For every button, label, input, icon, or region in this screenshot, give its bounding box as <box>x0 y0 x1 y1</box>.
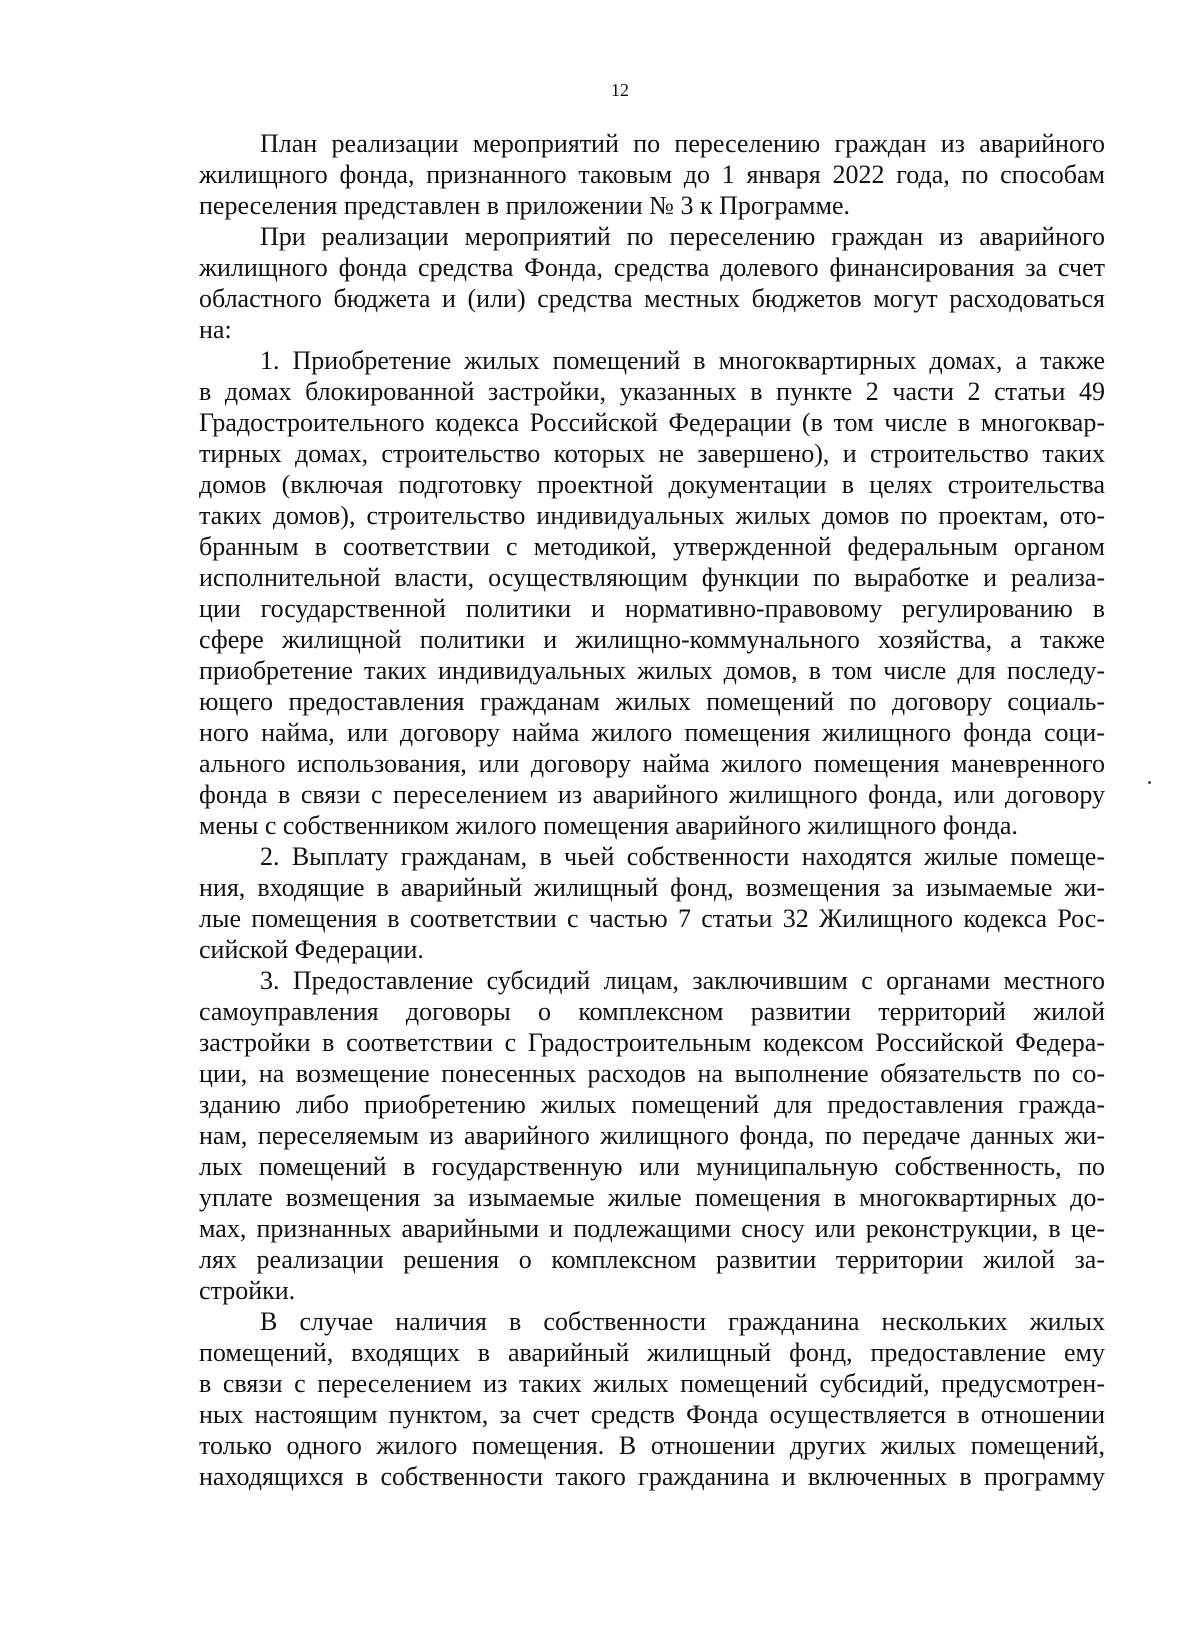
text-line: только одного жилого помещения. В отношении других жилых помещений, <box>199 1431 1105 1460</box>
text-line: в домах блокированной застройки, указанных в пункте 2 части 2 статьи 49 <box>199 377 1105 406</box>
text-line: домов (включая подготовку проектной документации в целях строительства <box>199 470 1105 499</box>
text-line: сийской Федерации. <box>199 935 424 964</box>
text-line: лых помещений в государственную или муниципальную собственность, по <box>199 1152 1105 1181</box>
paragraph-multiple-dwellings <box>199 1306 1105 1492</box>
text-line: ных настоящим пунктом, за счет средств Фонда осуществляется в отношении <box>199 1400 1105 1429</box>
text-line: уплате возмещения за изымаемые жилые помещения в многоквартирных до- <box>199 1183 1105 1212</box>
text-line: стройки. <box>199 1276 296 1305</box>
text-line: ции государственной политики и нормативно-правовому регулированию в <box>199 594 1105 623</box>
paragraph-funding-uses <box>199 221 1105 345</box>
text-line: ции, на возмещение понесенных расходов на выполнение обязательств по со- <box>199 1059 1105 1088</box>
text-line: ющего предоставления гражданам жилых помещений по договору социаль- <box>199 687 1105 716</box>
text-line: жилищного фонда, признанного таковым до 1 января 2022 года, по способам <box>199 160 1105 189</box>
text-line: таких домов), строительство индивидуальных жилых домов по проектам, ото- <box>199 501 1105 530</box>
text-line: ального использования, или договору найма жилого помещения маневренного <box>199 749 1105 778</box>
text-line: находящихся в собственности такого гражданина и включенных в программу <box>199 1462 1105 1491</box>
text-line: лые помещения в соответствии с частью 7 статьи 32 Жилищного кодекса Рос- <box>199 904 1105 933</box>
text-line: фонда в связи с переселением из аварийного жилищного фонда, или договору <box>199 780 1105 809</box>
text-line: Градостроительного кодекса Российской Федерации (в том числе в многоквар- <box>199 408 1105 437</box>
text-line: помещений, входящих в аварийный жилищный фонд, предоставление ему <box>199 1338 1105 1367</box>
paragraph-item-3-subsidies <box>199 965 1105 1306</box>
text-line: 3. Предоставление субсидий лицам, заключившим с органами местного <box>260 966 1105 995</box>
text-line: ния, входящие в аварийный жилищный фонд, возмещения за изымаемые жи- <box>199 873 1105 902</box>
text-line: ного найма, или договору найма жилого помещения жилищного фонда соци- <box>199 718 1105 747</box>
text-line: План реализации мероприятий по переселению граждан из аварийного <box>260 129 1105 158</box>
page-number: 12 <box>611 80 629 100</box>
text-line: В случае наличия в собственности гражданина нескольких жилых <box>260 1307 1105 1336</box>
text-line: 1. Приобретение жилых помещений в многоквартирных домах, а также <box>260 346 1105 375</box>
text-line: мах, признанных аварийными и подлежащими сносу или реконструкции, в це- <box>199 1214 1105 1243</box>
text-line: При реализации мероприятий по переселению граждан из аварийного <box>260 222 1105 251</box>
body-text <box>199 128 1105 1492</box>
text-line: в связи с переселением из таких жилых помещений субсидий, предусмотрен- <box>199 1369 1105 1398</box>
text-line: нам, переселяемым из аварийного жилищного фонда, по передаче данных жи- <box>199 1121 1105 1150</box>
text-line: самоуправления договоры о комплексном развитии территорий жилой <box>199 997 1105 1026</box>
text-line: зданию либо приобретению жилых помещений для предоставления гражда- <box>199 1090 1105 1119</box>
text-line: сфере жилищной политики и жилищно-коммунального хозяйства, а также <box>199 625 1105 654</box>
text-line: мены с собственником жилого помещения аварийного жилищного фонда. <box>199 811 1018 840</box>
paragraph-item-1-acquisition <box>199 345 1105 841</box>
text-line: застройки в соответствии с Градостроительным кодексом Российской Федера- <box>199 1028 1105 1057</box>
text-line: жилищного фонда средства Фонда, средства долевого финансирования за счет <box>199 253 1105 282</box>
paragraph-item-2-payment <box>199 841 1105 965</box>
text-line: 2. Выплату гражданам, в чьей собственности находятся жилые помеще- <box>260 842 1105 871</box>
text-line: тирных домах, строительство которых не завершено), и строительство таких <box>199 439 1105 468</box>
text-line: на: <box>199 315 232 344</box>
text-line: приобретение таких индивидуальных жилых домов, в том числе для последу- <box>199 656 1105 685</box>
text-line: лях реализации решения о комплексном развитии территории жилой за- <box>199 1245 1105 1274</box>
text-line: переселения представлен в приложении № 3 к Программе. <box>199 191 851 220</box>
text-line: исполнительной власти, осуществляющим функции по выработке и реализа- <box>199 563 1105 592</box>
scan-speck <box>1148 781 1151 784</box>
text-line: областного бюджета и (или) средства местных бюджетов могут расходоваться <box>199 284 1105 313</box>
paragraph-resettlement-plan <box>199 128 1105 221</box>
text-line: бранным в соответствии с методикой, утвержденной федеральным органом <box>199 532 1105 561</box>
